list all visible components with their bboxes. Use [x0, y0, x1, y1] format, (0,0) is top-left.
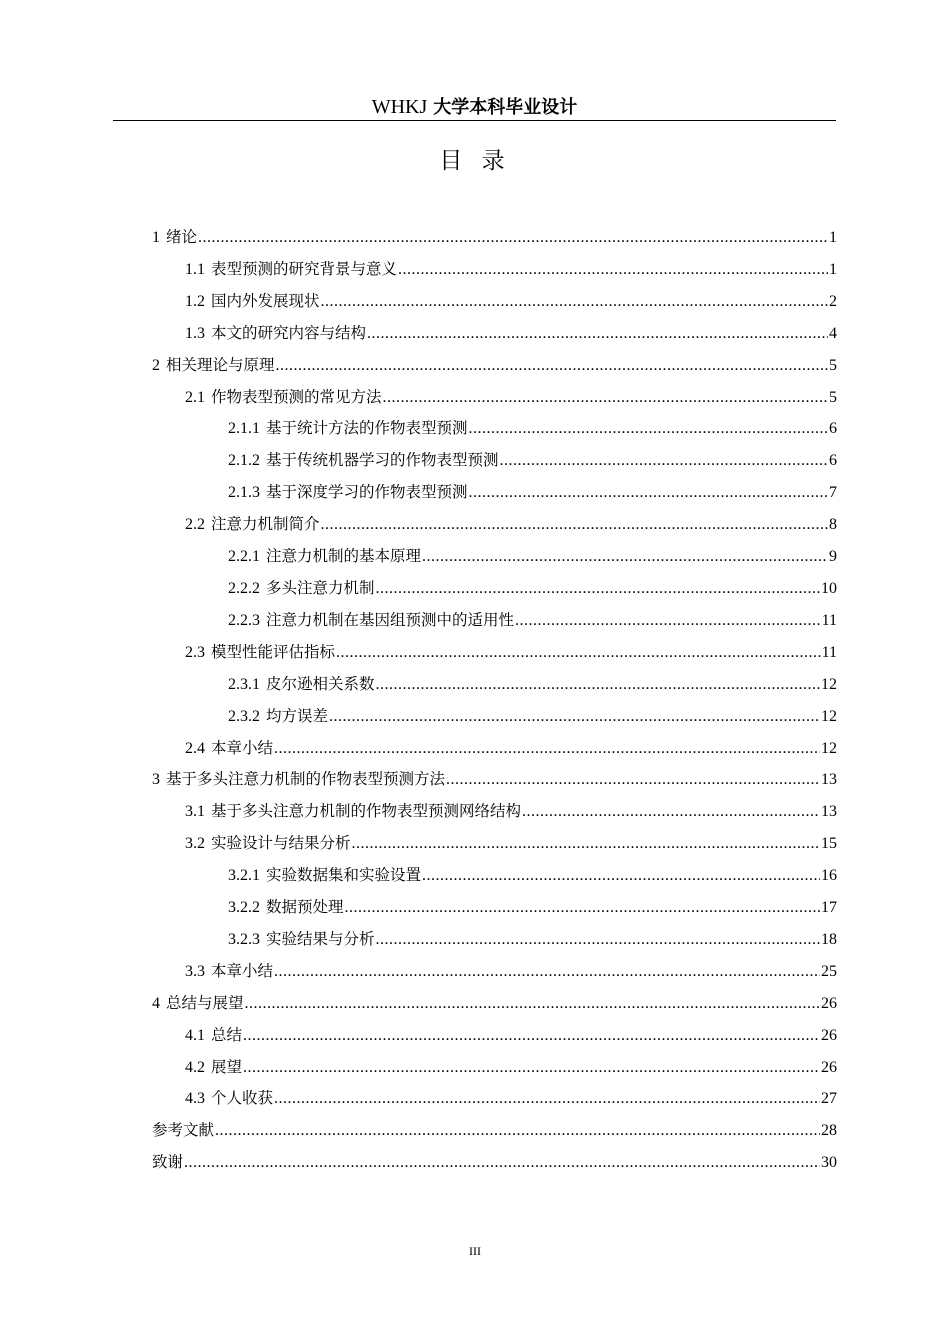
toc-entry-page: 27 [821, 1090, 837, 1108]
toc-entry-page: 1 [829, 229, 837, 246]
toc-entry-number: 1.3 [185, 324, 205, 342]
toc-entry-page: 12 [821, 739, 837, 757]
toc-dot-leader [245, 988, 820, 1020]
toc-entry[interactable] [152, 701, 837, 733]
toc-entry-label: 基于多头注意力机制的作物表型预测方法 [166, 770, 446, 789]
toc-entry-label: 本章小结 [211, 738, 274, 757]
toc-entry-label: 作物表型预测的常见方法 [211, 387, 382, 406]
toc-dot-leader [500, 445, 828, 477]
toc-entry-label: 基于深度学习的作物表型预测 [266, 483, 468, 502]
toc-entry-number: 2.3.2 [228, 707, 260, 725]
toc-dot-leader [321, 509, 828, 541]
toc-entry-number: 3.2.3 [228, 930, 260, 948]
toc-entry-page: 28 [821, 1122, 837, 1140]
toc-dot-leader [198, 222, 828, 254]
toc-entry-page: 30 [821, 1154, 837, 1172]
toc-entry-page: 8 [829, 516, 837, 534]
toc-entry-number: 4.1 [185, 1026, 205, 1044]
toc-entry-label: 个人收获 [211, 1089, 274, 1108]
toc-entry-label: 注意力机制在基因组预测中的适用性 [266, 610, 515, 629]
toc-entry-page: 26 [821, 994, 837, 1012]
toc-entry-page: 2 [829, 292, 837, 310]
toc-entry-page: 12 [821, 707, 837, 725]
toc-entry[interactable] [152, 1083, 837, 1115]
toc-entry-number: 2.1.3 [228, 484, 260, 502]
toc-entry-label: 相关理论与原理 [166, 355, 275, 374]
toc-entry-number: 3.2 [185, 835, 205, 853]
toc-entry-page: 17 [821, 899, 837, 917]
toc-dot-leader [274, 1083, 820, 1115]
toc-entry[interactable] [152, 956, 837, 988]
toc-entry-number: 2.1 [185, 388, 205, 406]
toc-entry-number: 2.4 [185, 739, 205, 757]
toc-dot-leader [446, 764, 820, 796]
toc-entry-label: 基于多头注意力机制的作物表型预测网络结构 [211, 802, 522, 821]
toc-entry-number: 2.2.2 [228, 579, 260, 597]
toc-entry-label: 实验设计与结果分析 [211, 834, 351, 853]
toc-entry-label: 数据预处理 [266, 898, 344, 917]
toc-entry-label: 注意力机制简介 [211, 515, 320, 534]
toc-dot-leader [367, 318, 828, 350]
toc-entry-label: 致谢 [152, 1153, 184, 1172]
toc-entry-label: 总结与展望 [166, 993, 244, 1012]
toc-entry[interactable] [152, 988, 837, 1020]
toc-entry-page: 11 [821, 611, 837, 629]
toc-dot-leader [469, 477, 828, 509]
toc-entry-number: 2.2.3 [228, 611, 260, 629]
header-latin: WHKJ [371, 96, 428, 118]
toc-dot-leader [422, 541, 828, 573]
toc-entry-page: 25 [821, 962, 837, 980]
toc-dot-leader [243, 1020, 820, 1052]
toc-entry-page: 5 [829, 356, 837, 374]
toc-entry-page: 11 [821, 643, 837, 661]
toc-entry-number: 2.2 [185, 516, 205, 534]
toc-entry[interactable] [152, 1052, 837, 1084]
toc-entry-number: 2.3.1 [228, 675, 260, 693]
toc-entry[interactable] [152, 924, 837, 956]
toc-entry[interactable] [152, 573, 837, 605]
toc-entry[interactable] [152, 350, 837, 382]
toc-entry-page: 5 [829, 388, 837, 406]
toc-entry[interactable] [152, 222, 837, 254]
toc-entry-label: 实验结果与分析 [266, 929, 375, 948]
toc-entry-number: 3.1 [185, 803, 205, 821]
toc-entry-page: 6 [829, 420, 837, 438]
toc-entry[interactable] [152, 509, 837, 541]
toc-entry-page: 4 [829, 324, 837, 342]
toc-entry[interactable] [152, 796, 837, 828]
toc-entry-number: 3.3 [185, 962, 205, 980]
toc-dot-leader [243, 1052, 820, 1084]
toc-entry-page: 10 [821, 579, 837, 597]
toc-dot-leader [383, 382, 828, 414]
toc-entry-number: 2.1.2 [228, 452, 260, 470]
toc-entry-page: 16 [821, 867, 837, 885]
toc-dot-leader [329, 701, 820, 733]
toc-dot-leader [274, 956, 820, 988]
toc-entry-number: 3.2.2 [228, 899, 260, 917]
toc-entry-page: 26 [821, 1026, 837, 1044]
toc-dot-leader [352, 828, 820, 860]
toc-dot-leader [522, 796, 820, 828]
toc-dot-leader [376, 669, 820, 701]
toc-entry-label: 展望 [211, 1057, 243, 1076]
toc-dot-leader [345, 892, 820, 924]
running-header [113, 94, 836, 121]
toc-entry-page: 6 [829, 452, 837, 470]
toc-entry-label: 实验数据集和实验设置 [266, 866, 422, 885]
toc-entry[interactable] [152, 1147, 837, 1179]
toc-entry-number: 2.3 [185, 643, 205, 661]
toc-entry-label: 参考文献 [152, 1121, 215, 1140]
toc-entry-label: 注意力机制的基本原理 [266, 547, 422, 566]
toc-entry[interactable] [152, 318, 837, 350]
toc-entry-page: 18 [821, 930, 837, 948]
toc-entry[interactable] [152, 860, 837, 892]
toc-dot-leader [215, 1115, 820, 1147]
toc-entry-page: 13 [821, 771, 837, 789]
toc-dot-leader [469, 413, 828, 445]
toc-entry-label: 国内外发展现状 [211, 291, 320, 310]
toc-entry[interactable] [152, 605, 837, 637]
toc-dot-leader [276, 350, 828, 382]
table-of-contents [152, 222, 837, 1179]
toc-entry-number: 3 [152, 771, 160, 789]
toc-dot-leader [321, 286, 828, 318]
toc-entry-number: 1.1 [185, 260, 205, 278]
toc-dot-leader [184, 1147, 820, 1179]
toc-dot-leader [274, 733, 820, 765]
toc-entry[interactable] [152, 1020, 837, 1052]
toc-entry-page: 26 [821, 1058, 837, 1076]
header-title: 大学本科毕业设计 [433, 97, 578, 118]
page-number: III [469, 1244, 481, 1258]
toc-entry[interactable] [152, 828, 837, 860]
toc-entry-number: 2.2.1 [228, 548, 260, 566]
toc-entry-label: 皮尔逊相关系数 [266, 674, 375, 693]
toc-dot-leader [376, 573, 820, 605]
toc-dot-leader [336, 637, 821, 669]
toc-entry-page: 1 [829, 260, 837, 278]
toc-entry-label: 绪论 [166, 228, 198, 246]
toc-entry[interactable] [152, 1115, 837, 1147]
toc-entry-label: 表型预测的研究背景与意义 [211, 259, 398, 278]
toc-entry[interactable] [152, 477, 837, 509]
toc-dot-leader [515, 605, 821, 637]
toc-entry-number: 4 [152, 994, 160, 1012]
toc-entry-label: 基于传统机器学习的作物表型预测 [266, 451, 499, 470]
toc-entry-page: 12 [821, 675, 837, 693]
toc-entry-number: 1 [152, 229, 160, 246]
toc-entry-page: 7 [829, 484, 837, 502]
toc-dot-leader [376, 924, 820, 956]
toc-entry-page: 15 [821, 835, 837, 853]
toc-entry[interactable] [152, 637, 837, 669]
toc-dot-leader [422, 860, 820, 892]
toc-entry[interactable] [152, 764, 837, 796]
toc-entry[interactable] [152, 286, 837, 318]
toc-entry[interactable] [152, 445, 837, 477]
toc-entry-page: 9 [829, 548, 837, 566]
toc-entry-label: 本文的研究内容与结构 [211, 323, 367, 342]
toc-entry-label: 基于统计方法的作物表型预测 [266, 419, 468, 438]
toc-entry-number: 4.3 [185, 1090, 205, 1108]
toc-entry[interactable] [152, 382, 837, 414]
toc-entry[interactable] [152, 254, 837, 286]
toc-entry-label: 均方误差 [266, 706, 329, 725]
toc-entry-number: 2.1.1 [228, 420, 260, 438]
toc-entry-label: 模型性能评估指标 [211, 642, 336, 661]
toc-entry-label: 总结 [211, 1025, 243, 1044]
toc-entry-number: 4.2 [185, 1058, 205, 1076]
toc-entry[interactable] [152, 733, 837, 765]
toc-dot-leader [398, 254, 828, 286]
toc-entry[interactable] [152, 413, 837, 445]
toc-entry-label: 多头注意力机制 [266, 578, 375, 597]
toc-entry-number: 3.2.1 [228, 867, 260, 885]
toc-entry-number: 1.2 [185, 292, 205, 310]
toc-entry[interactable] [152, 892, 837, 924]
toc-entry[interactable] [152, 669, 837, 701]
toc-entry-label: 本章小结 [211, 961, 274, 980]
toc-title: 目 录 [439, 148, 511, 174]
toc-entry-page: 13 [821, 803, 837, 821]
toc-entry-number: 2 [152, 356, 160, 374]
toc-entry[interactable] [152, 541, 837, 573]
